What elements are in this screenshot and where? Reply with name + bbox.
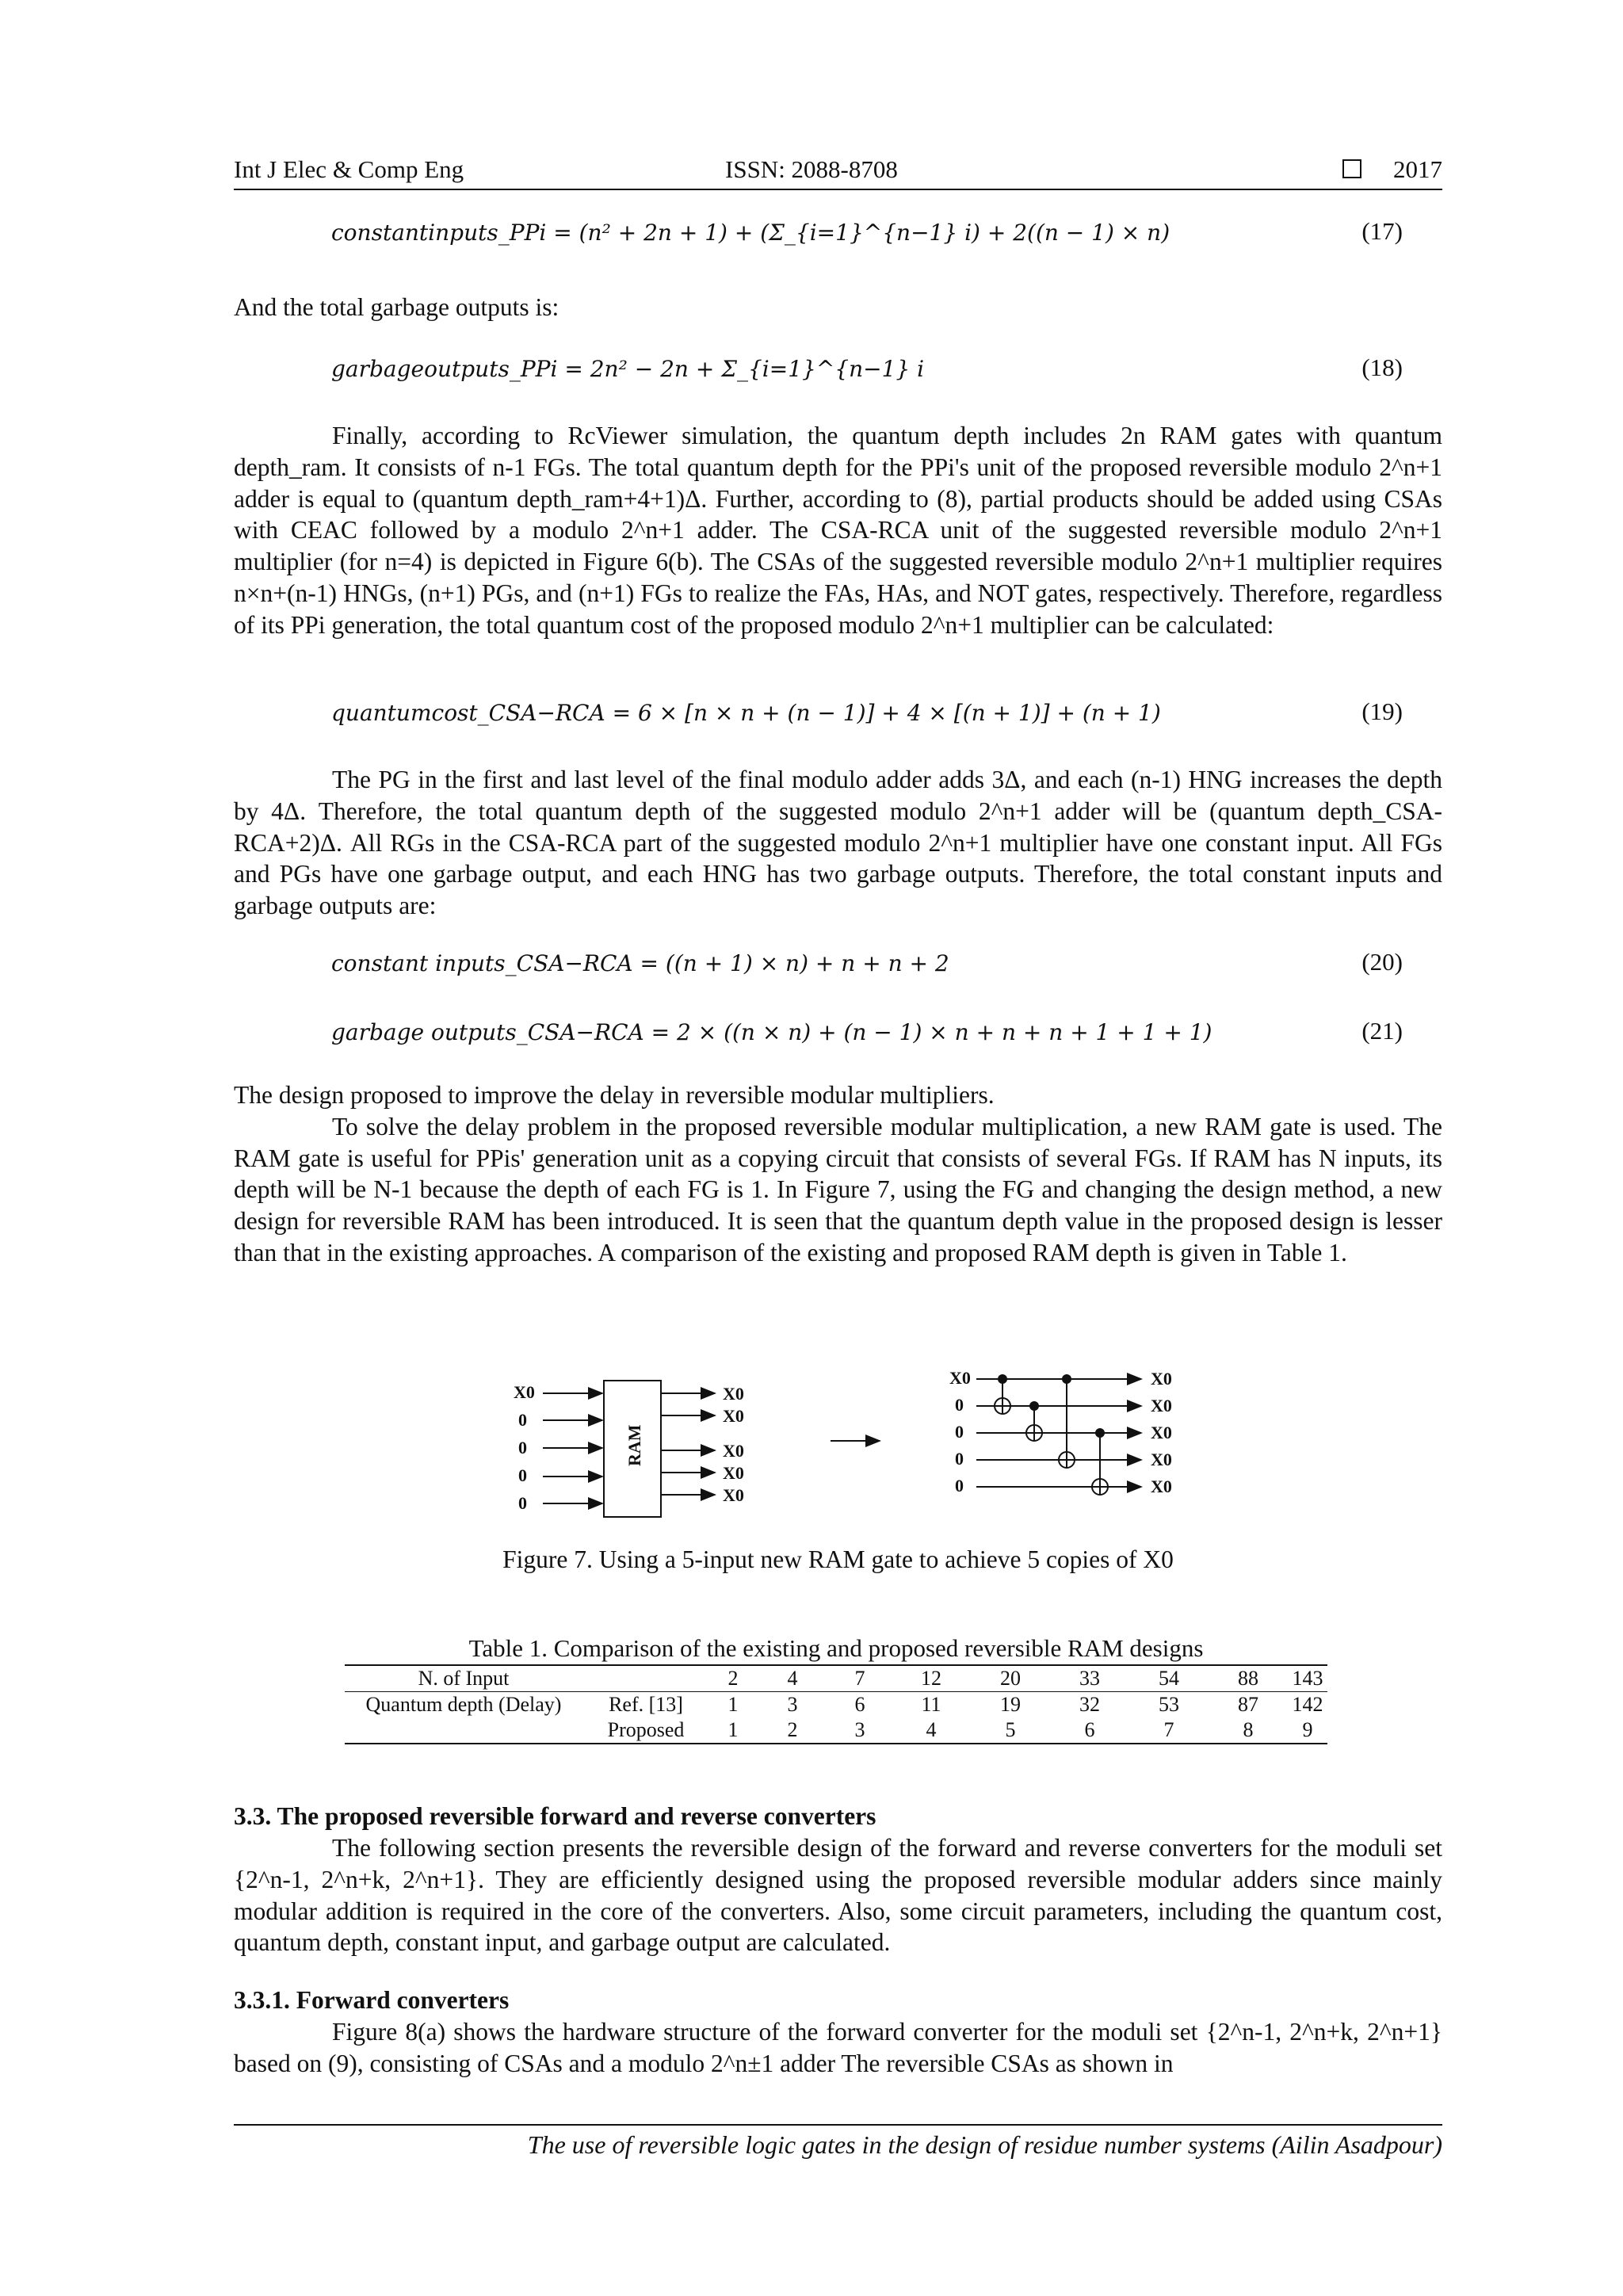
table-1-title: Table 1. Comparison of the existing and proposed reversible RAM designs [468,1634,1204,1662]
equation-20-number: (20) [1361,948,1403,976]
table-1 [345,1664,1327,1744]
fg-input-0: X0 [949,1368,971,1388]
equation-20-expr: constant inputs_CSA−RCA = ((n + 1) × n) + n + n + 2 [331,950,949,976]
input-cell: 143 [1288,1665,1327,1692]
paragraph-pg [234,764,1442,922]
proposed-cell: 3 [828,1717,892,1744]
header-rule [234,189,1442,190]
input-cell: 20 [971,1665,1050,1692]
equation-17-expr: constantinputs_PPi = (n² + 2n + 1) + (Σ_{i=1}^{n−1} i) + 2((n − 1) × n) [331,220,1170,246]
ram-output-2: X0 [723,1441,744,1461]
section-3-3-body [234,1832,1442,1958]
ram-output-3: X0 [723,1463,744,1483]
proposed-cell: 9 [1288,1717,1327,1744]
equation-18 [331,353,1442,383]
fg-input-2: 0 [955,1422,964,1442]
equation-20 [331,948,1442,977]
equation-21 [331,1017,1442,1046]
footer-rule [234,2124,1442,2126]
fg-input-1: 0 [955,1395,964,1415]
equation-21-expr: garbage outputs_CSA−RCA = 2 × ((n × n) + (n − 1) × n + n + n + 1 + 1 + 1) [331,1019,1212,1045]
proposed-cell: 6 [1050,1717,1129,1744]
ref-cell: 19 [1000,1693,1021,1716]
table-row-proposed [345,1717,1327,1744]
ram-output-0: X0 [723,1384,744,1404]
ram-input-2: 0 [518,1438,527,1457]
equation-17-number: (17) [1361,217,1403,245]
figure-7-diagram [507,1363,1220,1522]
ref-label: Ref. [13] [609,1693,683,1716]
ram-gate-label: RAM [624,1424,644,1466]
section-3-3-heading: 3.3. The proposed reversible forward and reverse converters [234,1802,876,1830]
section-3-3-1-heading: 3.3.1. Forward converters [234,1986,510,2014]
ram-input-0: X0 [514,1382,535,1402]
issn: ISSN: 2088-8708 [725,155,898,183]
proposed-cell: 8 [1209,1717,1288,1744]
journal-name: Int J Elec & Comp Eng [234,155,464,183]
paragraph-design [234,1079,1442,1269]
paragraph-design-text: The design proposed to improve the delay in reversible modular multipliers. [234,1081,995,1109]
proposed-cell: 1 [709,1717,757,1744]
section-3-3-1-body [234,2016,1442,2080]
equation-19 [331,697,1442,727]
header-label: N. of Input [345,1665,582,1692]
section-3-3-1-text: Figure 8(a) shows the hardware structure of the forward converter for the moduli set {2^n-1, 2^n+k, 2^n+1} based on (9), consisting of CSAs and a modulo 2^n±1 adder The reversible CSAs as shown in [234,2018,1442,2077]
input-cell: 4 [757,1665,828,1692]
fg-output-4: X0 [1151,1477,1172,1496]
equation-19-expr: quantumcost_CSA−RCA = 6 × [n × n + (n − 1)] + 4 × [(n + 1)] + (n + 1) [331,700,1161,726]
equation-18-number: (18) [1361,353,1403,381]
ram-output-4: X0 [723,1485,744,1505]
ref-cell: 32 [1079,1693,1100,1716]
row-label: Quantum depth (Delay) [365,1693,562,1716]
equation-17 [331,217,1442,246]
page-header [234,155,1442,189]
equation-21-number: (21) [1361,1017,1403,1045]
input-cell: 33 [1050,1665,1129,1692]
input-cell: 7 [828,1665,892,1692]
garbage-intro [234,292,1442,323]
proposed-cell: 7 [1129,1717,1209,1744]
input-cell: 2 [709,1665,757,1692]
fg-input-4: 0 [955,1476,964,1496]
proposed-label: Proposed [582,1717,709,1744]
equation-19-number: (19) [1361,697,1403,725]
ref-cell: 142 [1292,1693,1323,1716]
input-cell: 54 [1129,1665,1209,1692]
page-number: 2017 [1393,155,1442,183]
ram-gate-block [514,1381,744,1517]
ref-cell: 87 [1238,1693,1258,1716]
figure-7-caption: Figure 7. Using a 5-input new RAM gate to achieve 5 copies of X0 [502,1545,1174,1573]
fg-output-1: X0 [1151,1396,1172,1415]
ref-cell: 11 [921,1693,941,1716]
page-number-area [1342,155,1442,184]
ram-input-4: 0 [518,1493,527,1513]
equation-18-expr: garbageoutputs_PPi = 2n² − 2n + Σ_{i=1}^{n−1} i [331,356,925,382]
input-cell: 12 [892,1665,971,1692]
fg-output-3: X0 [1151,1450,1172,1469]
paragraph-pg-text: The PG in the first and last level of the final modulo adder adds 3Δ, and each (n-1) HNG increases the depth by 4Δ. Therefore, the total quantum depth of the suggested modulo 2^n+1 adder will be (quantum depth_CSA-RCA+2)Δ. All RGs in the CSA-RCA part of the suggested modulo 2^n+1 multiplier have one constant input. All FGs and PGs have one garbage output, and each HNG has two garbage outputs. Therefore, the total constant inputs and garbage outputs are: [234,766,1442,920]
fg-circuit [949,1368,1172,1496]
paragraph-solve-text: To solve the delay problem in the proposed reversible modular multiplication, a new RAM gate is used. The RAM gate is useful for PPis' generation unit as a copying circuit that consists of several FGs. If RAM has N inputs, its depth will be N-1 because the depth of each FG is 1. In Figure 7, using the FG and changing the design method, a new design for reversible RAM has been introduced. It is seen that the quantum depth value in the proposed design is lesser than that in the existing approaches. A comparison of the existing and proposed RAM depth is given in Table 1. [234,1112,1442,1266]
garbage-intro-text: And the total garbage outputs is: [234,293,559,321]
table-header-row [345,1665,1327,1692]
paragraph-finally [234,420,1442,641]
ram-input-1: 0 [518,1410,527,1430]
ref-cell: 1 [727,1693,739,1716]
running-footer: The use of reversible logic gates in the design of residue number systems (Ailin Asadpour) [527,2130,1442,2159]
fg-output-0: X0 [1151,1369,1172,1389]
proposed-cell: 2 [757,1717,828,1744]
proposed-cell: 5 [971,1717,1050,1744]
ref-cell: 3 [787,1693,798,1716]
proposed-cell: 4 [892,1717,971,1744]
ram-input-3: 0 [518,1465,527,1485]
ram-output-1: X0 [723,1406,744,1426]
table-row-ref [345,1692,1327,1718]
ref-cell: 53 [1159,1693,1179,1716]
paragraph-finally-text: Finally, according to RcViewer simulation, the quantum depth includes 2n RAM gates with quantum depth_ram. It consists of n-1 FGs. The total quantum depth for the PPi's unit of the proposed reversible modulo 2^n+1 adder is equal to (quantum depth_ram+4+1)Δ. Further, according to (8), partial products should be added using CSAs with CEAC followed by a modulo 2^n+1 adder. The CSA-RCA unit of the suggested reversible modulo 2^n+1 multiplier (for n=4) is depicted in Figure 6(b). The CSAs of the suggested reversible modulo 2^n+1 multiplier requires n×n+(n-1) HNGs, (n+1) PGs, and (n+1) FGs to realize the FAs, HAs, and NOT gates, respectively. Therefore, regardless of its PPi generation, the total quantum cost of the proposed modulo 2^n+1 multiplier can be calculated: [234,422,1442,639]
ref-cell: 6 [854,1693,865,1716]
checkbox-square-icon [1342,159,1361,178]
section-3-3-text: The following section presents the reversible design of the forward and reverse converters for the moduli set {2^n-1, 2^n+k, 2^n+1}. They are efficiently designed using the proposed reversible modular adders since mainly modular addition is required in the core of the converters. Also, some circuit parameters, including the quantum cost, quantum depth, constant input, and garbage output are calculated. [234,1834,1442,1957]
fg-output-2: X0 [1151,1423,1172,1442]
fg-input-3: 0 [955,1449,964,1469]
input-cell: 88 [1209,1665,1288,1692]
